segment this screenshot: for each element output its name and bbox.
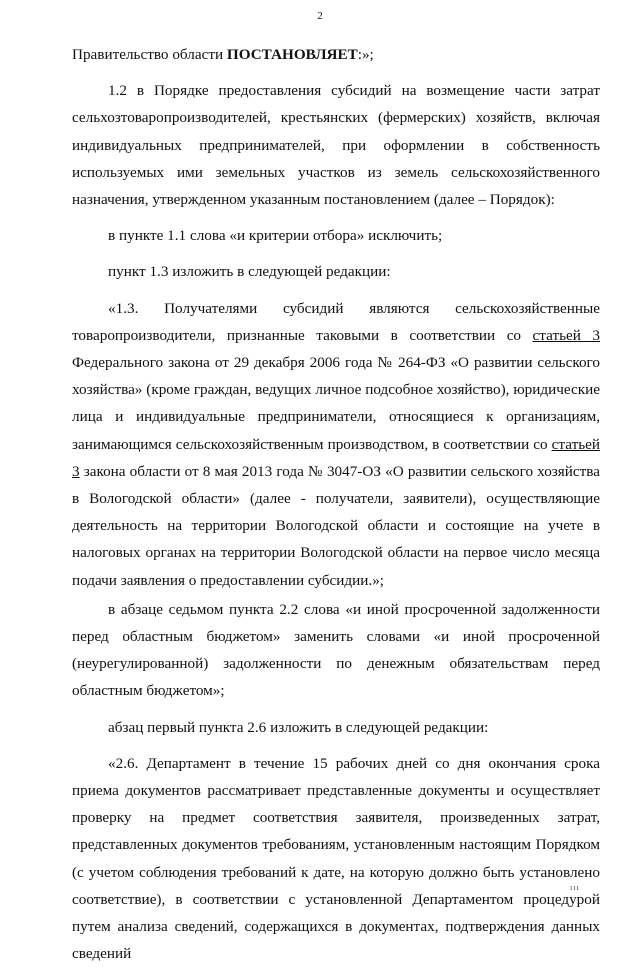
paragraph-point-1-3-intro: пункт 1.3 изложить в следующей редакции: [108,263,391,281]
paragraph-decree-ending [72,41,600,68]
p13-text-b: Федерального закона от 29 декабря 2006 года № 264-ФЗ «О развитии сельского хозяйства» (кроме граждан, ведущих личное подсобное хозяйство), юридические лица и индивидуальные предприниматели, относящиеся к организациям, занимающимся сельскохозяйственным производством, в соответствии со [72,354,600,453]
scan-corner-mark: ııı [570,883,580,892]
paragraph-point-2-2: в абзаце седьмом пункта 2.2 слова «и иной просроченной задолженности перед областным бюджетом» заменить словами «и иной просроченной (неурегулированной) задолженности по денежным обязательствам перед областным бюджетом»; [72,600,600,700]
decree-keyword: ПОСТАНОВЛЯЕТ [226,46,358,63]
article-3-federal-link[interactable]: статьей 3 [532,326,600,344]
p13-text-c: закона области от 8 мая 2013 года № 3047-ОЗ «О развитии сельского хозяйства в Вологодской области» (далее - получатели, заявители), осуществляющие деятельность на территории Вологодской области и состоящие на учете в налоговых органах на территории Вологодской области на первое число месяца подачи заявления о предоставлении субсидии.»; [72,462,600,589]
paragraph-point-1-1: в пункте 1.1 слова «и критерии отбора» исключить; [108,227,443,245]
decree-ending-text: Правительство области [72,46,227,63]
p13-text-a: «1.3. Получателями субсидий являются сельскохозяйственные товаропроизводители, признанные таковыми в соответствии со [72,299,600,344]
page-number: 2 [317,10,323,22]
document-body [72,41,600,977]
article-3-regional-link[interactable]: статьей 3 [72,435,600,480]
paragraph-point-2-6-text: «2.6. Департамент в течение 15 рабочих дней со дня окончания срока приема документов рассматривает представленные документы и осуществляет проверку на предмет соответствия заявителя, произведенных затрат, представленных документов требованиям, установленным настоящим Порядком (с учетом соблюдения требований к дате, на которую должно быть установлено соответствие), в соответствии с установленной Департаментом процедурой путем анализа сведений, содержащихся в документах, подтверждения данных сведений [72,754,600,963]
decree-ending-punct: :»; [357,46,374,63]
paragraph-point-2-6-intro: абзац первый пункта 2.6 изложить в следующей редакции: [108,718,489,736]
paragraph-point-1-3-text [72,295,600,594]
paragraph-1-2: 1.2 в Порядке предоставления субсидий на возмещение части затрат сельхозтоваропроизводителей, крестьянских (фермерских) хозяйств, включая индивидуальных предпринимателей, при оформлении в собственность используемых ими земельных участков из земель сельскохозяйственного назначения, утвержденном указанным постановлением (далее – Порядок): [72,82,600,209]
